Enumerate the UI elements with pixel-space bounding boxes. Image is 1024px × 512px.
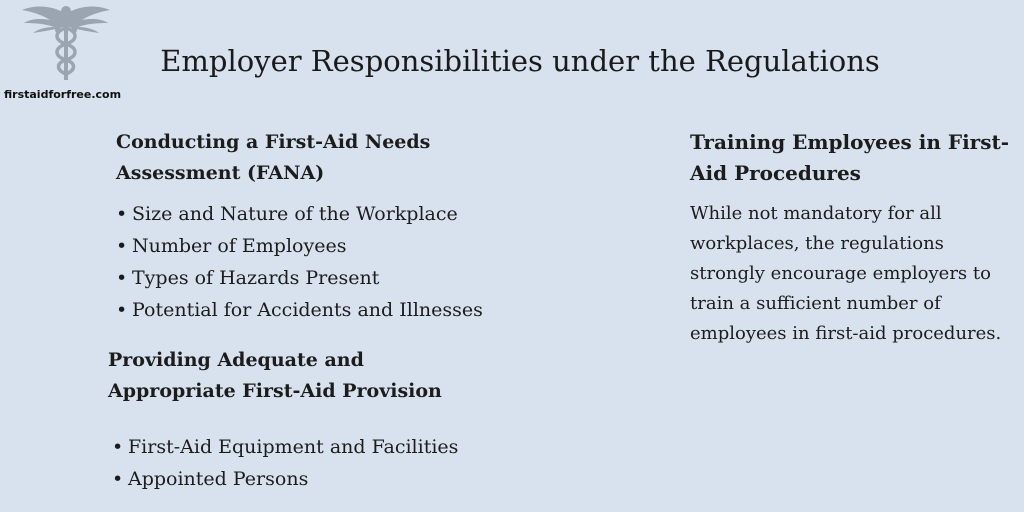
list-item: • Appointed Persons xyxy=(112,463,458,495)
list-item: • Number of Employees xyxy=(116,230,483,262)
list-item: • Size and Nature of the Workplace xyxy=(116,198,483,230)
list-item: • Potential for Accidents and Illnesses xyxy=(116,294,483,326)
section-heading-fana: Conducting a First-Aid Needs Assessment (FANA) xyxy=(116,131,431,184)
list-item: • Types of Hazards Present xyxy=(116,262,483,294)
section-heading-provision: Providing Adequate and Appropriate First-Aid Provision xyxy=(108,349,442,402)
logo-text[interactable]: firstaidforfree.com xyxy=(4,88,122,101)
page-title: Employer Responsibilities under the Regulations xyxy=(160,44,880,78)
training-paragraph: While not mandatory for all workplaces, the regulations strongly encourage employers to train a sufficient number of employees in first-aid procedures. xyxy=(690,203,1002,344)
provision-list xyxy=(112,431,458,495)
fana-list xyxy=(116,198,483,326)
section-heading-training: Training Employees in First-Aid Procedures xyxy=(690,130,1010,185)
list-item: • First-Aid Equipment and Facilities xyxy=(112,431,458,463)
